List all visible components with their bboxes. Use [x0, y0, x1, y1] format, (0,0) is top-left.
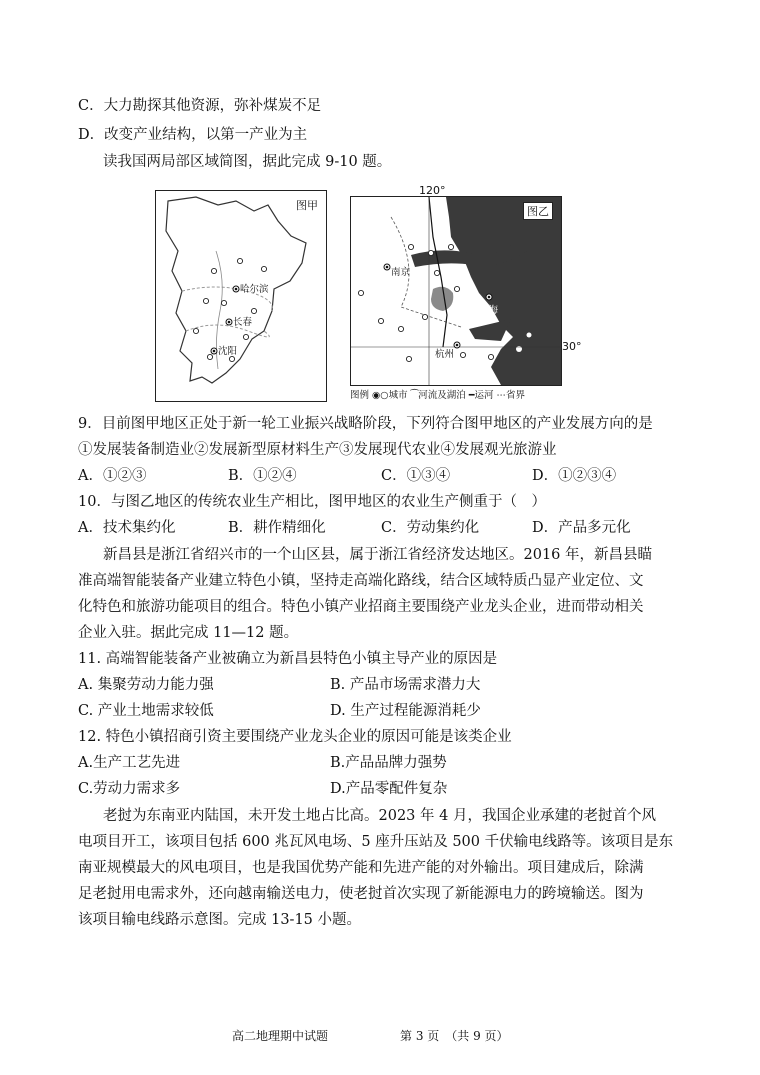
q11-stem: 11. 高端智能装备产业被确立为新昌县特色小镇主导产业的原因是 — [78, 651, 498, 667]
changchun-marker — [226, 319, 232, 325]
shenyang-marker — [211, 348, 217, 354]
q11-option-b: B. 产品市场需求潜力大 — [330, 677, 481, 693]
passage2-line4: 足老挝用电需求外，还向越南输送电力，使老挝首次实现了新能源电力的跨境输送。图为 — [78, 886, 644, 902]
passage2-line3: 南亚规模最大的风电项目，也是我国优势产能和先进产能的对外输出。项目建成后，除满 — [78, 860, 644, 876]
q8-option-c: C．大力勘探其他资源，弥补煤炭不足 — [78, 98, 322, 114]
city-shanghai: 上海 — [479, 305, 499, 316]
q12-option-c: C.劳动力需求多 — [78, 781, 181, 797]
passage1-line2: 准高端智能装备产业建立特色小镇，坚持走高端化路线，结合区域特质凸显产业定位、文 — [78, 573, 644, 589]
q12-stem: 12. 特色小镇招商引资主要围绕产业龙头企业的原因可能是该类企业 — [78, 729, 512, 745]
city-harbin: 哈尔滨 — [240, 284, 269, 295]
passage2-line5: 该项目输电线路示意图。完成 13-15 小题。 — [78, 912, 362, 928]
figure-jia — [155, 190, 327, 402]
figure-jia-map — [156, 191, 326, 401]
q10-option-a: A．技术集约化 — [78, 520, 176, 536]
q11-option-c: C. 产业土地需求较低 — [78, 703, 214, 719]
q10-option-d: D．产品多元化 — [532, 520, 631, 536]
intro-9-10: 读我国两局部区域简图，据此完成 9-10 题。 — [103, 154, 392, 170]
q9-stem: 9．目前图甲地区正处于新一轮工业振兴战略阶段，下列符合图甲地区的产业发展方向的是 — [78, 416, 653, 432]
q11-option-d: D. 生产过程能源消耗少 — [330, 703, 481, 719]
city-changchun: 长春 — [233, 317, 253, 328]
q9-option-c: C．①③④ — [381, 468, 451, 484]
q11-option-a: A. 集聚劳动力能力强 — [78, 677, 214, 693]
passage2-line1: 老挝为东南亚内陆国，未开发土地占比高。2023 年 4 月，我国企业承建的老挝首个风 — [103, 808, 656, 824]
longitude-label: 120° — [419, 184, 446, 197]
city-nanjing: 南京 — [391, 267, 411, 278]
nanjing-marker — [384, 264, 390, 270]
q9-option-b: B．①②④ — [228, 468, 297, 484]
figure-jia-title: 图甲 — [296, 199, 318, 212]
figure-yi-legend: 图例 ◉○城市 ⁀河流及湖泊 ━运河 ⋯省界 — [350, 390, 526, 401]
passage1-line4: 企业入驻。据此完成 11—12 题。 — [78, 625, 299, 641]
q8-option-d: D．改变产业结构，以第一产业为主 — [78, 127, 308, 143]
passage1-line3: 化特色和旅游功能项目的组合。特色小镇产业招商主要围绕产业龙头企业，进而带动相关 — [78, 599, 644, 615]
q10-stem: 10．与图乙地区的传统农业生产相比，图甲地区的农业生产侧重于（ ） — [78, 494, 546, 510]
hangzhou-marker — [454, 342, 460, 348]
figure-yi-map — [351, 197, 561, 385]
q9-items: ①发展装备制造业②发展新型原材料生产③发展现代农业④发展观光旅游业 — [78, 442, 557, 458]
latitude-label: 30° — [562, 340, 582, 353]
city-hangzhou: 杭州 — [435, 349, 455, 360]
q10-option-c: C．劳动集约化 — [381, 520, 480, 536]
q9-option-d: D．①②③④ — [532, 468, 617, 484]
q12-option-a: A.生产工艺先进 — [78, 755, 181, 771]
figure-yi — [350, 196, 562, 386]
passage2-line2: 电项目开工，该项目包括 600 兆瓦风电场、5 座升压站及 500 千伏输电线路等。该项目是东 — [78, 834, 674, 850]
q12-option-d: D.产品零配件复杂 — [330, 781, 448, 797]
q10-option-b: B．耕作精细化 — [228, 520, 326, 536]
city-shenyang: 沈阳 — [218, 346, 238, 357]
harbin-marker — [233, 286, 239, 292]
figure-yi-title: 图乙 — [523, 202, 553, 220]
passage1-line1: 新昌县是浙江省绍兴市的一个山区县，属于浙江省经济发达地区。2016 年，新昌县瞄 — [103, 547, 653, 563]
footer-subject: 高二地理期中试题 — [232, 1029, 329, 1043]
footer-page: 第 3 页 （共 9 页） — [400, 1029, 509, 1043]
shanghai-marker — [486, 294, 492, 300]
q12-option-b: B.产品品牌力强势 — [330, 755, 447, 771]
q9-option-a: A．①②③ — [78, 468, 147, 484]
